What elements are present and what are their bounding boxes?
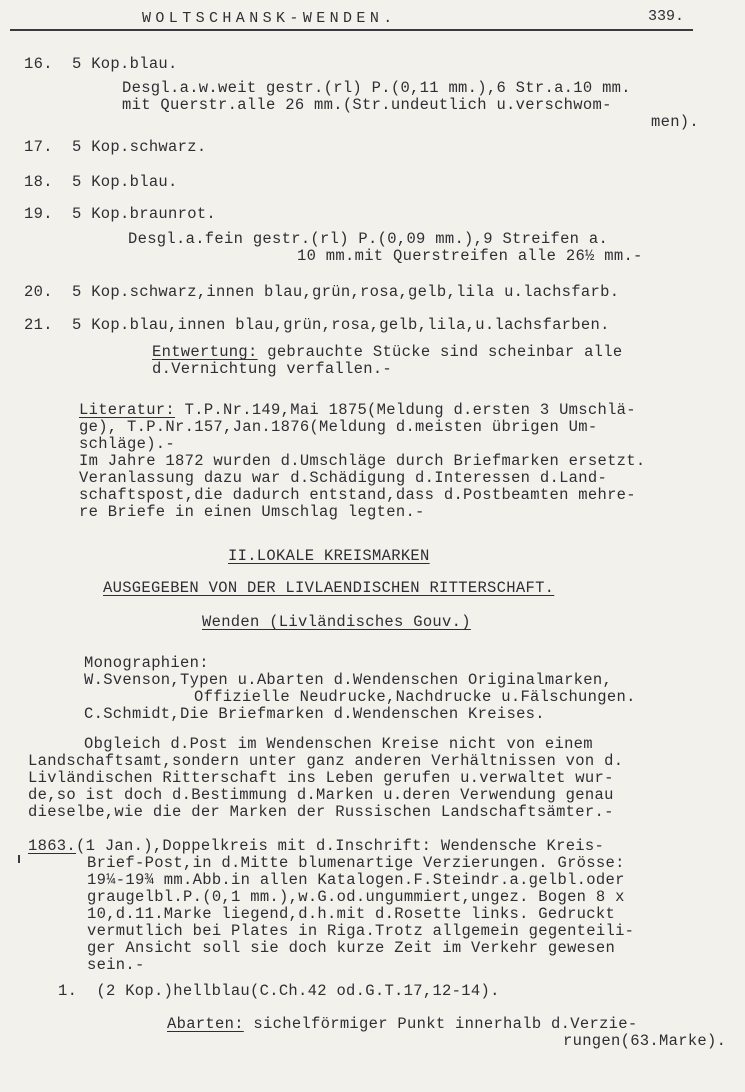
literature-line-5: Veranlassung dazu war d.Schädigung d.Interessen d.Land- — [79, 469, 608, 487]
section-heading: II.LOKALE KREISMARKEN — [228, 547, 430, 565]
issue-1863-line-2: Brief-Post,in d.Mitte blumenartige Verzierungen. Grösse: — [87, 854, 625, 872]
issue-1863-line-7: ger Ansicht soll sie doch kurze Zeit im Verkehr gewesen — [87, 939, 616, 957]
literature-line-2: ge), T.P.Nr.157,Jan.1876(Meldung d.meisten übrigen Um- — [79, 418, 598, 436]
entry-21: 21. 5 Kop.blau,innen blau,grün,rosa,gelb,lila,u.lachsfarben. — [24, 316, 610, 334]
variants-line-1 — [167, 1016, 637, 1033]
literature-line-1 — [79, 402, 636, 419]
entry-18: 18. 5 Kop.blau. — [24, 173, 178, 191]
variants-line-2: rungen(63.Marke). — [563, 1032, 727, 1050]
intro-paragraph-line-1: Obgleich d.Post im Wendenschen Kreise nicht von einem — [84, 735, 593, 753]
header-rule — [10, 29, 693, 31]
intro-paragraph-line-4: de,so ist doch d.Bestimmung d.Marken u.deren Verwendung genau — [28, 786, 614, 804]
literature-label: Literatur: — [79, 401, 176, 419]
issue-1863-line-3: 19¼-19¾ mm.Abb.in allen Katalogen.F.Steindr.a.gelbl.oder — [87, 871, 625, 889]
issue-1863-line-8: sein.- — [87, 956, 145, 974]
monographs-label: Monographien: — [84, 654, 209, 672]
variants-label: Abarten: — [167, 1015, 244, 1033]
literature-line-6: schaftspost,die dadurch entstand,dass d.Postbeamten mehre- — [79, 486, 636, 504]
intro-paragraph-line-5: dieselbe,wie die der Marken der Russischen Landschaftsämter.- — [28, 803, 614, 821]
issue-1863-line-1 — [28, 838, 604, 855]
cancellation-note-line-1 — [152, 344, 622, 361]
issue-1863-line-4: graugelbl.P.(0,1 mm.),w.G.od.ungummiert,ungez. Bogen 8 x — [87, 888, 625, 906]
entry-16-desc-line-3: men). — [651, 113, 700, 131]
cancellation-text: gebrauchte Stücke sind scheinbar alle — [257, 343, 623, 361]
cancellation-label: Entwertung: — [152, 343, 258, 361]
monograph-schmidt: C.Schmidt,Die Briefmarken d.Wendenschen Kreises. — [84, 705, 545, 723]
issue-1863-line-6: vermutlich bei Plates in Riga.Trotz allgemein gegenteili- — [87, 922, 635, 940]
cancellation-note-line-2: d.Vernichtung verfallen.- — [152, 360, 393, 378]
literature-line-3: schläge).- — [79, 435, 176, 453]
region-heading: Wenden (Livländisches Gouv.) — [202, 613, 471, 631]
margin-mark — [18, 855, 20, 863]
running-header: WOLTSCHANSK-WENDEN. — [142, 10, 397, 27]
section-subheading: AUSGEGEBEN VON DER LIVLAENDISCHEN RITTERSCHAFT. — [103, 579, 555, 597]
entry-16-desc-line-1: Desgl.a.w.weit gestr.(rl) P.(0,11 mm.),6 Str.a.10 mm. — [122, 79, 631, 97]
literature-line-7: re Briefe in einen Umschlag legten.- — [79, 503, 425, 521]
entry-19: 19. 5 Kop.braunrot. — [24, 205, 217, 223]
entry-20: 20. 5 Kop.schwarz,innen blau,grün,rosa,gelb,lila u.lachsfarb. — [24, 283, 620, 301]
monograph-svenson-line-1: W.Svenson,Typen u.Abarten d.Wendenschen Originalmarken, — [84, 671, 613, 689]
intro-paragraph-line-3: Livländischen Ritterschaft ins Leben gerufen u.verwaltet wur- — [28, 769, 614, 787]
entry-19-desc-line-1: Desgl.a.fein gestr.(rl) P.(0,09 mm.),9 Streifen a. — [128, 230, 609, 248]
entry-16-desc-line-2: mit Querstr.alle 26 mm.(Str.undeutlich u.verschwom- — [122, 96, 612, 114]
variants-text: sichelförmiger Punkt innerhalb d.Verzie- — [243, 1015, 638, 1033]
issue-1863-text: (1 Jan.),Doppelkreis mit d.Inschrift: Wendensche Kreis- — [76, 837, 605, 855]
entry-17: 17. 5 Kop.schwarz. — [24, 138, 207, 156]
monograph-svenson-line-2: Offizielle Neudrucke,Nachdrucke u.Fälschungen. — [194, 688, 636, 706]
entry-19-desc-line-2: 10 mm.mit Querstreifen alle 26½ mm.- — [297, 247, 643, 265]
page-number: 339. — [648, 8, 685, 25]
literature-line-4: Im Jahre 1872 wurden d.Umschläge durch Briefmarken ersetzt. — [79, 452, 646, 470]
literature-text: T.P.Nr.149,Mai 1875(Meldung d.ersten 3 Umschlä- — [175, 401, 636, 419]
issue-year: 1863. — [28, 837, 77, 855]
issue-1863-line-5: 10,d.11.Marke liegend,d.h.mit d.Rosette links. Gedruckt — [87, 905, 616, 923]
entry-1: 1. (2 Kop.)hellblau(C.Ch.42 od.G.T.17,12-14). — [58, 982, 500, 1000]
entry-16: 16. 5 Kop.blau. — [24, 55, 178, 73]
intro-paragraph-line-2: Landschaftsamt,sondern unter ganz anderen Verhältnissen von d. — [28, 752, 624, 770]
